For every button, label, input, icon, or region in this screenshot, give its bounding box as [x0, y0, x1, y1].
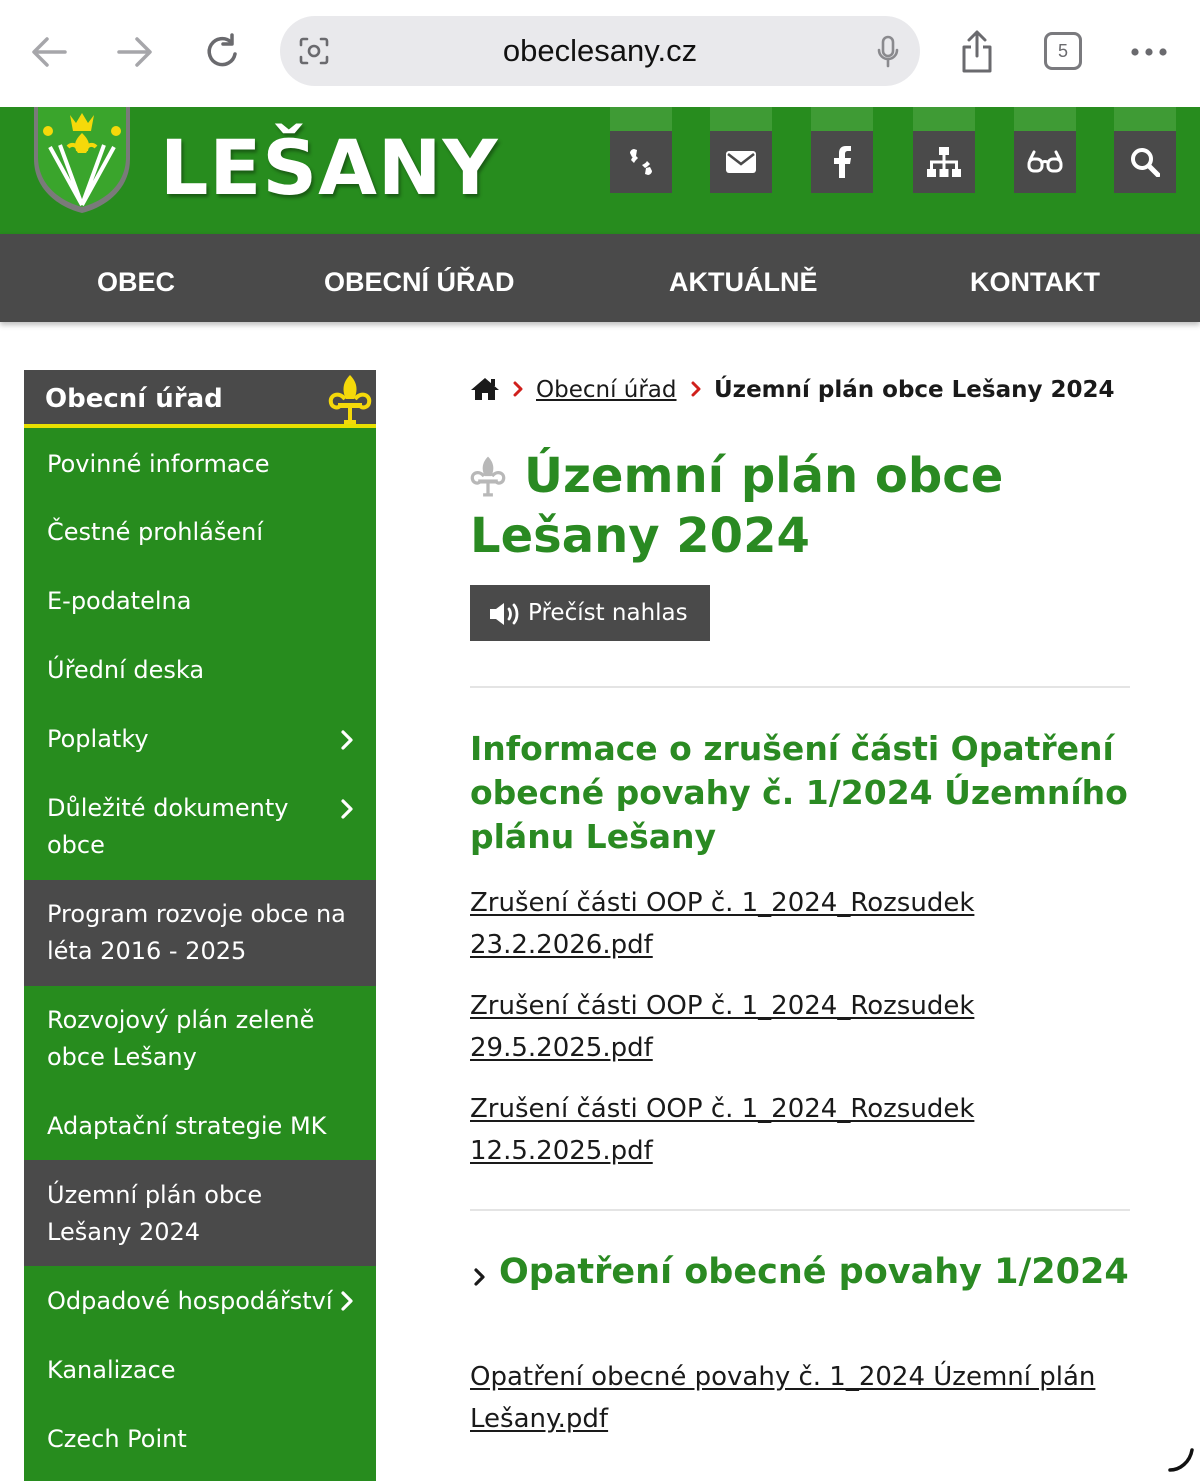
facebook-icon[interactable]: [811, 131, 873, 193]
glasses-icon[interactable]: [1014, 131, 1076, 193]
sidebar-item-label: Úřední deska: [47, 656, 205, 684]
sidebar-item-odpadove-hospodarstvi[interactable]: [24, 1266, 376, 1335]
chevron-right-icon[interactable]: [473, 1266, 487, 1292]
search-icon[interactable]: [1114, 131, 1176, 193]
home-icon[interactable]: [470, 376, 500, 406]
coat-of-arms-logo[interactable]: [30, 107, 134, 215]
chevron-right-icon[interactable]: [340, 798, 354, 820]
sidebar-item-kanalizace[interactable]: [24, 1335, 376, 1404]
page-title: Územní plán obce Lešany 2024: [470, 448, 1004, 564]
nav-item-obecni-urad[interactable]: OBECNÍ ÚŘAD: [324, 267, 515, 297]
sidebar-item-label: Rozvojový plán zeleně obce Lešany: [47, 1006, 315, 1071]
sidebar-item-uzemni-plan-active[interactable]: [24, 1160, 376, 1266]
nav-item-kontakt[interactable]: KONTAKT: [970, 267, 1100, 297]
sidebar-item-adaptacni-strategie[interactable]: [24, 1092, 376, 1160]
document-link[interactable]: Zrušení části OOP č. 1_2024_Rozsudek 12.5.2025.pdf: [470, 1094, 975, 1166]
sidebar-item-label: Územní plán obce Lešany 2024: [47, 1181, 263, 1246]
sidebar-item-label: Odpadové hospodářství: [47, 1287, 333, 1315]
accordion-label[interactable]: Opatření obecné povahy 1/2024: [499, 1252, 1129, 1292]
breadcrumb-separator-icon: [690, 380, 702, 402]
nav-item-aktualne[interactable]: AKTUÁLNĚ: [669, 267, 818, 297]
sidebar-heading-label: Obecní úřad: [45, 384, 223, 414]
breadcrumb-current: Územní plán obce Lešany 2024: [714, 377, 1115, 403]
sidebar-item-rozvojovy-plan-zelene[interactable]: [24, 986, 376, 1092]
sidebar-item-label: Kanalizace: [47, 1356, 176, 1384]
share-icon[interactable]: [947, 22, 1007, 82]
site-header: [0, 107, 1200, 234]
sidebar-item-dulezite-dokumenty[interactable]: [24, 776, 376, 880]
phone-icon[interactable]: [610, 131, 672, 193]
site-title[interactable]: LEŠANY: [160, 123, 499, 212]
chevron-right-icon[interactable]: [340, 729, 354, 751]
nav-item-obec[interactable]: OBEC: [97, 267, 176, 297]
sidebar-item-poplatky[interactable]: [24, 707, 376, 776]
accordion-oop[interactable]: [470, 1248, 1130, 1298]
sidebar-item-label: Program rozvoje obce na léta 2016 - 2025: [47, 900, 346, 965]
section-heading: Informace o zrušení části Opatření obecné povahy č. 1/2024 Územního plánu Lešany: [470, 729, 1128, 856]
tabs-icon[interactable]: 5: [1044, 32, 1082, 70]
sidebar-item-label: Důležité dokumenty obce: [47, 794, 289, 859]
more-icon[interactable]: [1119, 22, 1179, 82]
microphone-icon[interactable]: [876, 35, 900, 73]
back-arrow-icon[interactable]: [19, 22, 79, 82]
sidebar-item-cestne-prohlaseni[interactable]: [24, 500, 376, 569]
sitemap-icon[interactable]: [913, 131, 975, 193]
document-link[interactable]: Opatření obecné povahy č. 1_2024 Územní plán Lešany.pdf: [470, 1362, 1096, 1434]
sidebar-item-label: Čestné prohlášení: [47, 518, 264, 546]
sidebar-item-uredni-deska[interactable]: [24, 638, 376, 707]
sidebar: [24, 370, 376, 1481]
browser-toolbar: [0, 0, 1200, 107]
document-link[interactable]: Zrušení části OOP č. 1_2024_Rozsudek 23.2.2026.pdf: [470, 888, 975, 960]
sidebar-item-czech-point[interactable]: [24, 1404, 376, 1473]
document-link[interactable]: Zrušení části OOP č. 1_2024_Rozsudek 29.5.2025.pdf: [470, 991, 975, 1063]
loading-arc-icon: [1166, 1444, 1196, 1478]
url-text[interactable]: obeclesany.cz: [502, 33, 698, 68]
sidebar-heading: [24, 370, 376, 428]
breadcrumb-link-obecni-urad[interactable]: Obecní úřad: [536, 377, 677, 403]
reload-icon[interactable]: [192, 22, 252, 82]
sidebar-item-label: Czech Point: [47, 1425, 187, 1453]
sidebar-item-label: Poplatky: [47, 725, 149, 753]
read-aloud-label: Přečíst nahlas: [528, 600, 688, 626]
address-bar[interactable]: [280, 16, 920, 86]
fleur-de-lis-icon: [328, 373, 372, 431]
speaker-icon: [488, 601, 522, 631]
sidebar-item-program-rozvoje[interactable]: [24, 880, 376, 986]
main-navigation: [0, 234, 1200, 322]
forward-arrow-icon[interactable]: [105, 22, 165, 82]
sidebar-item-label: E-podatelna: [47, 587, 192, 615]
sidebar-item-label: Povinné informace: [47, 450, 270, 478]
chevron-right-icon[interactable]: [340, 1290, 354, 1312]
divider: [470, 686, 1130, 688]
sidebar-item-label: Adaptační strategie MK: [47, 1112, 327, 1140]
sidebar-item-e-podatelna[interactable]: [24, 569, 376, 638]
breadcrumb-separator-icon: [512, 380, 524, 402]
envelope-icon[interactable]: [710, 131, 772, 193]
read-aloud-button[interactable]: [470, 585, 710, 641]
divider: [470, 1209, 1130, 1211]
sidebar-item-povinne-informace[interactable]: [24, 432, 376, 500]
